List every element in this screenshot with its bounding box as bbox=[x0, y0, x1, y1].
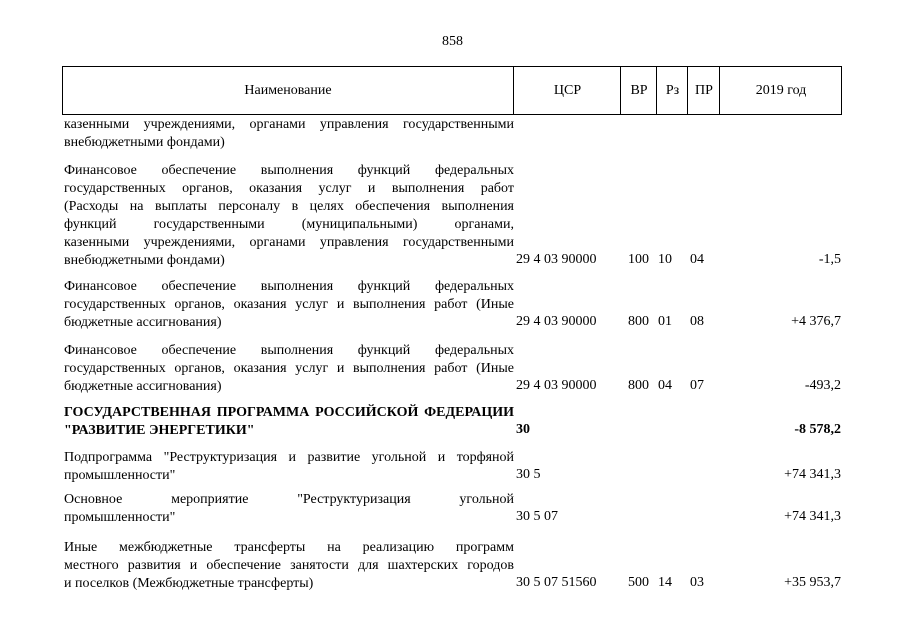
row-csr: 30 5 bbox=[516, 467, 541, 482]
row-name bbox=[64, 404, 514, 440]
row-rz: 04 bbox=[658, 378, 672, 393]
row-rz: 14 bbox=[658, 575, 672, 590]
row-name-line: промышленности" bbox=[64, 468, 176, 483]
row-name-line: бюджетные ассигнования) bbox=[64, 379, 222, 394]
row-name bbox=[64, 342, 514, 396]
header-csr: ЦСР bbox=[513, 67, 621, 114]
header-year: 2019 год bbox=[719, 67, 842, 114]
row-vr: 500 bbox=[628, 575, 649, 590]
row-name-line: Основное мероприятие "Реструктуризация угольной bbox=[64, 492, 514, 507]
row-name-line: бюджетные ассигнования) bbox=[64, 315, 222, 330]
page-number: 858 bbox=[442, 34, 463, 49]
row-csr: 29 4 03 90000 bbox=[516, 314, 597, 329]
row-name-line: и поселков (Межбюджетные трансферты) bbox=[64, 576, 314, 591]
row-pr: 03 bbox=[690, 575, 704, 590]
table-header bbox=[62, 66, 842, 115]
row-amount: +35 953,7 bbox=[784, 575, 841, 590]
header-name: Наименование bbox=[244, 82, 332, 98]
row-rz: 10 bbox=[658, 252, 672, 267]
row-amount: +74 341,3 bbox=[784, 509, 841, 524]
row-name-line: Подпрограмма "Реструктуризация и развитие угольной и торфяной bbox=[64, 450, 514, 465]
row-name-line: (Расходы на выплаты персоналу в целях обеспечения выполнения bbox=[64, 199, 514, 214]
row-name-line: Финансовое обеспечение выполнения функций федеральных bbox=[64, 163, 514, 178]
row-amount: -493,2 bbox=[804, 378, 841, 393]
row-csr: 30 bbox=[516, 422, 530, 437]
row-name bbox=[64, 539, 514, 593]
row-csr: 29 4 03 90000 bbox=[516, 378, 597, 393]
row-name-line: государственных органов, оказания услуг и выполнения работ (Иные bbox=[64, 297, 514, 312]
row-amount: -1,5 bbox=[818, 252, 841, 267]
row-name-line: внебюджетными фондами) bbox=[64, 253, 225, 268]
row-csr: 30 5 07 51560 bbox=[516, 575, 597, 590]
row-csr: 30 5 07 bbox=[516, 509, 558, 524]
row-name bbox=[64, 162, 514, 270]
row-pr: 07 bbox=[690, 378, 704, 393]
row-name bbox=[64, 278, 514, 332]
row-rz: 01 bbox=[658, 314, 672, 329]
row-name-line: казенными учреждениями, органами управления государственными bbox=[64, 235, 514, 250]
row-amount: -8 578,2 bbox=[794, 422, 841, 437]
row-pr: 04 bbox=[690, 252, 704, 267]
row-vr: 800 bbox=[628, 314, 649, 329]
row-name-line: ГОСУДАРСТВЕННАЯ ПРОГРАММА РОССИЙСКОЙ ФЕДЕРАЦИИ bbox=[64, 405, 514, 420]
row-vr: 800 bbox=[628, 378, 649, 393]
row-name bbox=[64, 449, 514, 485]
row-name-line: государственных органов, оказания услуг и выполнения работ (Иные bbox=[64, 361, 514, 376]
header-rz: Рз bbox=[656, 67, 688, 114]
row-name-line: государственных органов, оказания услуг и выполнения работ bbox=[64, 181, 514, 196]
row-csr: 29 4 03 90000 bbox=[516, 252, 597, 267]
row-name-line: внебюджетными фондами) bbox=[64, 135, 225, 150]
header-pr: ПР bbox=[687, 67, 720, 114]
row-name bbox=[64, 491, 514, 527]
row-name-line: Финансовое обеспечение выполнения функций федеральных bbox=[64, 279, 514, 294]
row-name-line: промышленности" bbox=[64, 510, 176, 525]
row-pr: 08 bbox=[690, 314, 704, 329]
row-name-line: Иные межбюджетные трансферты на реализацию программ bbox=[64, 540, 514, 555]
row-name bbox=[64, 116, 514, 152]
header-vr: ВР bbox=[620, 67, 657, 114]
row-name-line: Финансовое обеспечение выполнения функций федеральных bbox=[64, 343, 514, 358]
row-vr: 100 bbox=[628, 252, 649, 267]
row-amount: +74 341,3 bbox=[784, 467, 841, 482]
row-amount: +4 376,7 bbox=[791, 314, 841, 329]
row-name-line: функций государственными (муниципальными) органами, bbox=[64, 217, 514, 232]
row-name-line: местного развития и обеспечение занятости для шахтерских городов bbox=[64, 558, 514, 573]
row-name-line: казенными учреждениями, органами управления государственными bbox=[64, 117, 514, 132]
row-name-line: "РАЗВИТИЕ ЭНЕРГЕТИКИ" bbox=[64, 423, 255, 438]
